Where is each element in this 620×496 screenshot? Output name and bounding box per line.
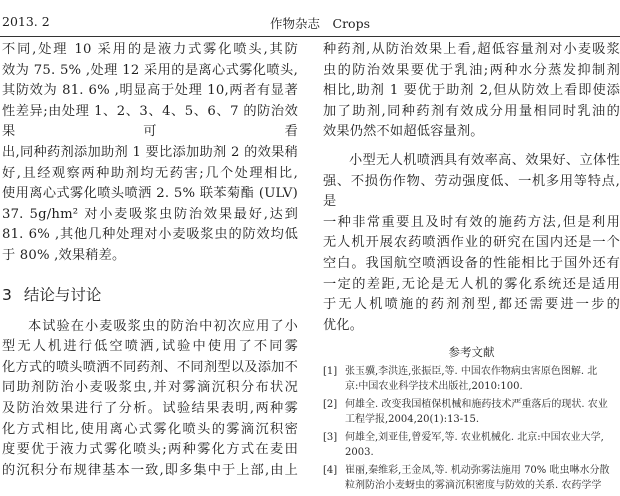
issue-number: 2013. 2 bbox=[2, 14, 50, 29]
reference-text: 何雄全,刘亚佳,曾爱军,等. 农业机械化. 北京:中国农业大学, bbox=[345, 432, 604, 444]
text-line: 空白。我国航空喷洒设备的性能相比于国外还有 bbox=[323, 255, 620, 271]
text-line: 无人机开展农药喷洒作业的研究在国内还是一个 bbox=[323, 235, 620, 251]
text-line: 于 80% ,效果稍差。 bbox=[2, 247, 126, 263]
text-line: 小型无人机喷洒具有效率高、效果好、立体性 bbox=[349, 152, 620, 168]
discussion-paragraph bbox=[323, 40, 620, 143]
text-line: 强、不损伤作物、劳动强度低、一机多用等特点,是 bbox=[323, 173, 620, 210]
reference-text: 何雄全. 改变我国植保机械和施药技术严重落后的现状. 农业 bbox=[345, 399, 608, 411]
text-line: 化方式的喷头喷洒不同药剂、不同剂型以及添加不 bbox=[2, 359, 298, 375]
section-heading bbox=[2, 283, 298, 305]
text-line: 81. 6% ,其他几种处理对小麦吸浆虫的防效均低 bbox=[2, 227, 298, 243]
reference-text: 2003. bbox=[345, 447, 374, 459]
right-column bbox=[323, 40, 620, 496]
text-line: 性差异;由处理 1、2、3、4、5、6、7 的防治效果可看 bbox=[2, 103, 298, 140]
reference-text: 工程学报,2004,20(1):13-15. bbox=[345, 414, 480, 426]
text-line: 虫的防治效果要优于乳油;两种水分蒸发抑制剂 bbox=[323, 62, 620, 78]
reference-index: [1] bbox=[323, 366, 338, 378]
reference-item bbox=[323, 364, 620, 394]
text-line: 种药剂,从防治效果上看,超低容量剂对小麦吸浆 bbox=[323, 42, 620, 57]
text-line: 其防效为 81. 6% ,明显高于处理 10,两者有显著 bbox=[2, 83, 298, 99]
reference-text: 粒剂防治小麦蚜虫的雾滴沉积密度与防效的关系. 农药学学 bbox=[345, 480, 602, 492]
text-line: 使用离心式雾化喷头喷洒 2. 5% 联苯菊酯 (ULV) bbox=[2, 186, 298, 202]
reference-index: [2] bbox=[323, 399, 338, 411]
reference-index: [3] bbox=[323, 432, 338, 444]
text-line: 好,且经观察两种助剂均无药害;几个处理相比, bbox=[2, 165, 298, 181]
text-line: 优化。 bbox=[323, 317, 364, 333]
journal-name: 作物杂志 Crops bbox=[270, 16, 370, 31]
left-column bbox=[2, 40, 298, 481]
text-line: 同助剂防治小麦吸浆虫,并对雾滴沉积分布状况 bbox=[2, 380, 298, 396]
reference-index: [4] bbox=[323, 465, 338, 477]
text-line: 化方式相比,使用离心式雾化喷头的雾滴沉积密 bbox=[2, 421, 298, 437]
text-line: 效果仍然不如超低容量剂。 bbox=[323, 124, 484, 140]
text-line: 37. 5g/hm² 对小麦吸浆虫防治效果最好,达到 bbox=[2, 206, 298, 222]
text-line: 效为 75. 5% ,处理 12 采用的是离心式雾化喷头, bbox=[2, 62, 298, 78]
uav-paragraph bbox=[323, 151, 620, 336]
text-line: 度要优于液力式雾化喷头;两种雾化方式在麦田 bbox=[2, 442, 298, 458]
reference-text: 崔丽,秦维彩,王金凤,等. 机动弥雾法施用 70% 吡虫啉水分散 bbox=[345, 465, 610, 477]
reference-item bbox=[323, 430, 620, 460]
text-line: 型无人机进行低空喷洒,试验中使用了不同雾 bbox=[2, 339, 298, 355]
reference-text: 张玉骥,李洪连,张振臣,等. 中国农作物病虫害原色图解. 北 bbox=[345, 366, 598, 378]
text-line: 本试验在小麦吸浆虫的防治中初次应用了小 bbox=[28, 318, 298, 334]
section-number: 3 bbox=[2, 285, 12, 304]
text-line: 的沉积分布规律基本一致,即多集中于上部,由上 bbox=[2, 462, 298, 478]
page-header bbox=[0, 0, 620, 36]
text-line: 加了助剂,同种药剂有效成分用量相同时乳油的 bbox=[323, 103, 620, 119]
text-line: 及防治效果进行了分析。试验结果表明,两种雾 bbox=[2, 400, 298, 416]
header-rule bbox=[0, 36, 620, 37]
text-line: 一种非常重要且及时有效的施药方法,但是利用 bbox=[323, 214, 620, 230]
section-title: 结论与讨论 bbox=[23, 285, 102, 304]
text-line: 一定的差距,无论是无人机的雾化系统还是适用 bbox=[323, 276, 620, 292]
references-title: 参考文献 bbox=[448, 345, 495, 360]
reference-text: 京:中国农业科学技术出版社,2010:100. bbox=[345, 381, 523, 393]
text-line: 于无人机喷施的药剂剂型,都还需要进一步的 bbox=[323, 297, 620, 313]
text-line: 不同,处理 10 采用的是液力式雾化喷头,其防 bbox=[2, 42, 298, 57]
text-line: 相比,助剂 1 要优于助剂 2,但从防效上看即使添 bbox=[323, 83, 620, 99]
conclusion-paragraph bbox=[2, 317, 298, 482]
reference-item bbox=[323, 397, 620, 427]
text-line: 出,同种药剂添加助剂 1 要比添加助剂 2 的效果稍 bbox=[2, 144, 298, 160]
results-paragraph bbox=[2, 40, 298, 267]
